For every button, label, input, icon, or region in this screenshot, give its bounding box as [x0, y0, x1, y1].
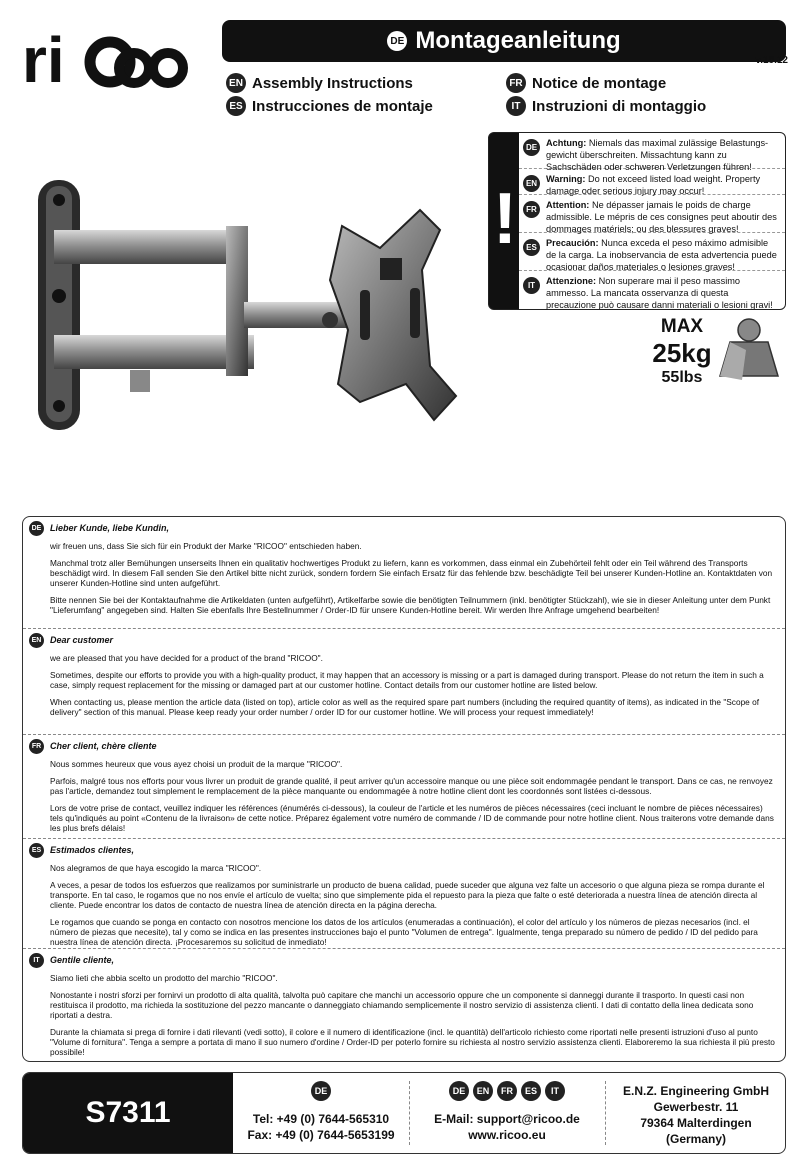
- lang-badge: FR: [29, 739, 44, 754]
- notice-en: [23, 629, 785, 735]
- lang-badge: ES: [523, 239, 540, 256]
- lang-heading-fr: [506, 73, 666, 93]
- phone-number[interactable]: Tel: +49 (0) 7644-565310: [252, 1112, 390, 1126]
- lang-title: Notice de montage: [532, 74, 667, 92]
- lang-badge: FR: [497, 1081, 517, 1101]
- page-title: Montageanleitung: [415, 27, 621, 54]
- warning-text: Non superare mai il peso massimo ammesso. La mancata osservanza di questa precauzione può causare danni materiali o lesioni gravi!: [546, 276, 773, 310]
- notice-es: [23, 839, 785, 949]
- notice-paragraph: Nonostante i nostri sforzi per fornirvi un prodotto di alta qualità, talvolta può capitare che manchi un accessorio oppure che un componente si danneggi durante il trasporto. In questi casi non restituisca il prodotto, ma richieda la sostituzione del pezzo mancante o danneggiato chiamando semplicemente il nostro servizio di assistenza clienti. I dati di contatto della linea dedicata sono riportati a destra.: [50, 990, 754, 1020]
- title-bar: [222, 20, 786, 62]
- lang-badge: IT: [29, 953, 44, 968]
- warning-title: Attenzione:: [546, 276, 597, 286]
- lang-badge: FR: [523, 201, 540, 218]
- lang-badge: DE: [449, 1081, 469, 1101]
- notice-paragraph: Parfois, malgré tous nos efforts pour vous livrer un produit de grande qualité, il peut arriver qu'un accessoire manque ou une pièce soit endommagée pendant le transport. Dans ce cas, ne renvoyez pas l'article, demandez tout simplement le remplacement de la pièce manquante ou endommagée à notre hotline client dont les coordonnés sont listées ci-dessous.: [50, 776, 773, 796]
- customer-notice-box: [22, 516, 786, 1062]
- lang-title: Instrucciones de montaje: [252, 97, 433, 115]
- lang-badge: ES: [521, 1081, 541, 1101]
- lang-title: Instruzioni di montaggio: [532, 97, 707, 115]
- notice-paragraph: Durante la chiamata si prega di fornire i dati rilevanti (vedi sotto), il colore e il numero di identificazione (incl. le quantità) dell'articolo richiesto come riportati nelle presenti istruzioni d'uso al punto "Volume di fornitura". Tenga a sempre a portata di mano il suo numero d'ordine / Order-ID per poterlo fornire su richiesta al nostro servizio assistenza clienti. Elaboreremo la sua richiesta il più presto possibile!: [50, 1027, 775, 1057]
- lang-badge: EN: [29, 633, 44, 648]
- lang-heading-es: [226, 96, 433, 116]
- warning-title: Warning:: [546, 174, 586, 184]
- max-load: [652, 316, 712, 387]
- company-address: [605, 1083, 786, 1147]
- lang-badge: IT: [506, 96, 526, 116]
- notice-heading: Cher client, chère cliente: [50, 741, 157, 751]
- lang-badge: EN: [473, 1081, 493, 1101]
- notice-paragraph: A veces, a pesar de todos los esfuerzos que realizamos por suministrarle un producto de buena calidad, puede suceder que alguna vez falte un accesorio o que alguna pieza se rompa durante el transporte. En tal caso, le rogamos que no nos envíe el artículo de vuelta; sino que simplemente pida el repuesto para la pieza que falte o esté deteriorada a nuestra línea de atención directa al cliente. Puede encontrar los datos de contacto de nuestra línea de atención directa en la página derecha.: [50, 880, 765, 910]
- notice-paragraph: Nous sommes heureux que vous ayez choisi un produit de la marque "RICOO".: [50, 759, 343, 769]
- notice-paragraph: Siamo lieti che abbia scelto un prodotto del marchio "RICOO".: [50, 973, 278, 983]
- warning-de: [519, 133, 785, 172]
- lang-badge: EN: [523, 175, 540, 192]
- warning-text: Ne dépasser jamais le poids de charge admissible. Le mépris de ces consignes peut aboutir des dommages matériels; ou des blessures graves!: [546, 200, 777, 234]
- version-label: v.18.12: [755, 55, 788, 66]
- notice-heading: Dear customer: [50, 635, 114, 645]
- lang-title: Assembly Instructions: [252, 74, 413, 92]
- phone-contact: [233, 1081, 409, 1143]
- warning-text: Niemals das maximal zulässige Belastungs-gewicht überschreiten. Missachtung kann zu Sachschäden oder schweren Verletzungen führen!: [546, 138, 769, 172]
- notice-heading: Gentile cliente,: [50, 955, 115, 965]
- notice-paragraph: we are pleased that you have decided for a product of the brand "RICOO".: [50, 653, 323, 663]
- notice-heading: Estimados clientes,: [50, 845, 135, 855]
- model-number: S7311: [23, 1073, 233, 1153]
- notice-paragraph: Manchmal trotz aller Bemühungen unserseits Ihnen ein qualitativ hochwertiges Produkt zu liefern, kann es vorkommen, dass einmal ein Zubehörteil fehlt oder ein Teil während des Transports beschädigt wird. In diesem Fall senden Sie den Artikel bitte nicht zurück, sondern fordern Sie einfach Ersatz für das fehlende bzw. beschädigte Teil bei unserer Kunden-Hotline an. Kontaktdaten von unserer Kunden-Hotline sind unten aufgeführt.: [50, 558, 773, 588]
- notice-it: [23, 949, 785, 1062]
- max-kg: 25kg: [652, 338, 712, 368]
- warning-es: [519, 233, 785, 271]
- warning-fr: [519, 195, 785, 233]
- lang-badge: DE: [523, 139, 540, 156]
- svg-text:ri: ri: [22, 24, 65, 96]
- notice-paragraph: wir freuen uns, dass Sie sich für ein Produkt der Marke "RICOO" entschieden haben.: [50, 541, 362, 551]
- company-city: 79364 Malterdingen: [640, 1116, 752, 1130]
- warning-title: Attention:: [546, 200, 590, 210]
- company-street: Gewerbestr. 11: [653, 1100, 739, 1114]
- notice-paragraph: Le rogamos que cuando se ponga en contacto con nosotros mencione los datos de los artículos (enumeradas a continuación), el color del artículo y los números de piezas necesarios (incl. el número de piezas que necesite), tal y como se indica en las presentes instrucciones bajo el punto "Volumen de entrega". Igualmente, tenga preparado su número de pedido / ID del pedido para nuestra línea de atención directa. ¡Procesaremos su solicitud de inmediato!: [50, 917, 758, 947]
- email-link[interactable]: E-Mail: support@ricoo.de: [434, 1112, 580, 1126]
- lang-badge: IT: [545, 1081, 565, 1101]
- lang-badge: ES: [226, 96, 246, 116]
- lang-badge: ES: [29, 843, 44, 858]
- max-label: MAX: [660, 316, 704, 337]
- fax-number: Fax: +49 (0) 7644-5653199: [247, 1128, 395, 1142]
- email-contact: [409, 1081, 605, 1143]
- warning-box: [488, 132, 786, 310]
- footer: [22, 1072, 786, 1154]
- lang-heading-it: [506, 96, 706, 116]
- notice-paragraph: When contacting us, please mention the article data (listed on top), article color as well as the required spare part numbers (including the required quantity of items), as indicated in the "Scope of delivery" section of this manual. Please keep ready your order number / order ID for our customer hotline. We will process your request immediately!: [50, 697, 760, 717]
- notice-paragraph: Lors de votre prise de contact, veuillez indiquer les références (énumérés ci-dessous), la couleur de l'article et les numéros de pièces nécessaires (ceci incluant le nombre de pièces nécessaires) tels qu'indiqués au point «Contenu de la livraison» de cette notice. Préparez également votre numéro de commande / ID de commande pour notre hotline client. Nous traiterons votre demande dans les plus brefs délais!: [50, 803, 774, 833]
- website-link[interactable]: www.ricoo.eu: [468, 1128, 546, 1142]
- lang-heading-en: [226, 73, 413, 93]
- notice-heading: Lieber Kunde, liebe Kundin,: [50, 523, 170, 533]
- notice-paragraph: Sometimes, despite our efforts to provide you with a high-quality product, it may happen that an accessory is missing or a part is damaged during transport. Please do not return the item in such a case, simply request replacement for the missing or damaged part at our customer hotline. Contact details from our customer hotline are listed below.: [50, 670, 764, 690]
- notice-de: [23, 517, 785, 629]
- wall-bracket-illustration: [30, 170, 470, 430]
- lang-badge: EN: [226, 73, 246, 93]
- company-country: (Germany): [665, 1132, 727, 1146]
- lang-badge: DE: [311, 1081, 331, 1101]
- lang-badge: FR: [506, 73, 526, 93]
- lang-badge: DE: [29, 521, 44, 536]
- warning-text: Do not exceed listed load weight. Property damage oder serious injury may occur!: [546, 174, 761, 196]
- warning-en: [519, 169, 785, 195]
- notice-fr: [23, 735, 785, 839]
- warning-it: [519, 271, 785, 310]
- lang-badge-de: DE: [387, 31, 407, 51]
- warning-text: Nunca exceda el peso máximo admisible de la carga. La inobservancia de esta advertencia puede ocasionar daños materiales o lesiones graves!: [546, 238, 777, 272]
- ricoo-logo: [22, 20, 192, 100]
- warning-title: Precaución:: [546, 238, 599, 248]
- notice-paragraph: Nos alegramos de que haya escogido la marca "RICOO".: [50, 863, 262, 873]
- weight-icon: [716, 318, 782, 382]
- max-lbs: 55lbs: [661, 369, 703, 386]
- company-name: E.N.Z. Engineering GmbH: [622, 1084, 769, 1098]
- notice-paragraph: Bitte nennen Sie bei der Kontaktaufnahme die Artikeldaten (unten aufgeführt), Artikelfarbe sowie die benötigten Teilnummern (inkl. benötigter Stückzahl), wie sie in dieser Anleitung unter dem Punkt "Lieferumfang" angegeben sind. Halten Sie ebenfalls Ihre Bestellnummer / Order-ID für unsere Kunden-Hotline bereit. Wir werden Ihre Anfrage umgehend bearbeiten!: [50, 595, 771, 615]
- lang-badge: IT: [523, 277, 540, 294]
- warning-exclamation-icon: !: [493, 179, 517, 259]
- warning-title: Achtung:: [546, 138, 587, 148]
